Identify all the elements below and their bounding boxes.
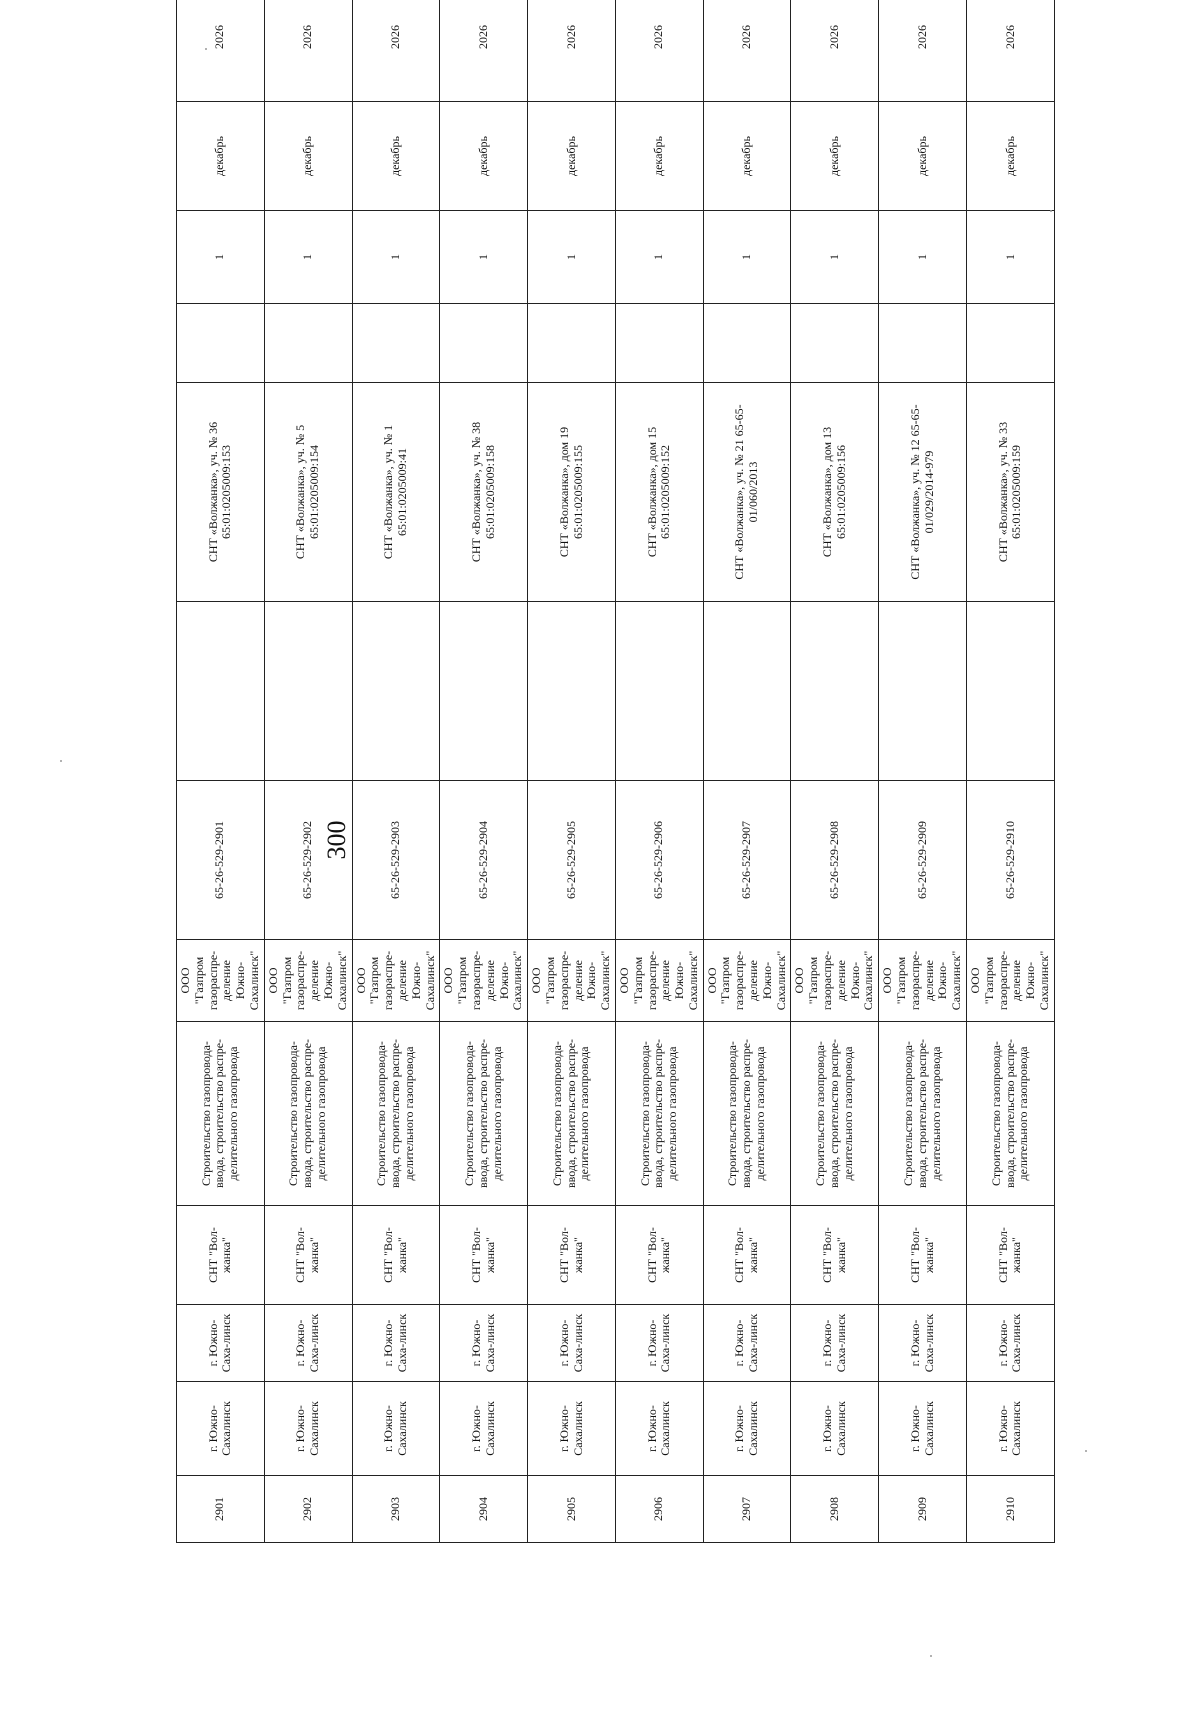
row-number: 2901 <box>177 1476 265 1543</box>
city-cell: г. Южно-Сахалинск <box>703 1382 791 1476</box>
location-cell: г. Южно-Саха-линск <box>528 1305 616 1382</box>
row-number: 2902 <box>264 1476 352 1543</box>
customer-cell: ООО "Газпром газораспре-деление Южно-Сахалинск" <box>967 940 1055 1022</box>
empty-cell <box>615 304 703 383</box>
customer-cell: ООО "Газпром газораспре-деление Южно-Сахалинск" <box>615 940 703 1022</box>
object-code-cell: 65-26-529-2901 <box>177 781 265 940</box>
row-number: 2906 <box>615 1476 703 1543</box>
snt-cell: СНТ "Вол-жанка" <box>879 1206 967 1305</box>
work-description-cell: Строительство газопровода-ввода, строительство распре-делительного газопровода <box>703 1022 791 1206</box>
object-code-cell: 65-26-529-2902 <box>264 781 352 940</box>
address-cell: СНТ «Волжанка», уч. № 1 65:01:0205009:41 <box>352 383 440 602</box>
month-cell: декабрь <box>528 102 616 211</box>
month-cell: декабрь <box>879 102 967 211</box>
year-cell: 2026 <box>528 0 616 102</box>
object-code-cell: 65-26-529-2908 <box>791 781 879 940</box>
customer-cell: ООО "Газпром газораспре-деление Южно-Сахалинск" <box>879 940 967 1022</box>
work-description-cell: Строительство газопровода-ввода, строительство распре-делительного газопровода <box>177 1022 265 1206</box>
object-code-cell: 65-26-529-2905 <box>528 781 616 940</box>
address-cell: СНТ «Волжанка», уч. № 36 65:01:0205009:153 <box>177 383 265 602</box>
city-cell: г. Южно-Сахалинск <box>615 1382 703 1476</box>
empty-cell <box>528 304 616 383</box>
customer-cell: ООО "Газпром газораспре-деление Южно-Сахалинск" <box>528 940 616 1022</box>
month-cell: декабрь <box>440 102 528 211</box>
table-row <box>440 0 528 1543</box>
empty-cell <box>352 304 440 383</box>
empty-cell <box>264 304 352 383</box>
table-row <box>967 0 1055 1543</box>
row-number: 2907 <box>703 1476 791 1543</box>
customer-cell: ООО "Газпром газораспре-деление Южно-Сахалинск" <box>177 940 265 1022</box>
location-cell: г. Южно-Саха-линск <box>352 1305 440 1382</box>
year-cell: 2026 <box>264 0 352 102</box>
month-cell: декабрь <box>791 102 879 211</box>
address-cell: СНТ «Волжанка», уч. № 5 65:01:0205009:154 <box>264 383 352 602</box>
address-cell: СНТ «Волжанка», уч. № 12 65-65-01/029/2014-979 <box>879 383 967 602</box>
city-cell: г. Южно-Сахалинск <box>352 1382 440 1476</box>
register-table <box>176 0 1055 1543</box>
empty-cell <box>791 602 879 781</box>
row-number: 2909 <box>879 1476 967 1543</box>
city-cell: г. Южно-Сахалинск <box>967 1382 1055 1476</box>
work-description-cell: Строительство газопровода-ввода, строительство распре-делительного газопровода <box>879 1022 967 1206</box>
snt-cell: СНТ "Вол-жанка" <box>352 1206 440 1305</box>
empty-cell <box>177 602 265 781</box>
empty-cell <box>440 602 528 781</box>
empty-cell <box>703 304 791 383</box>
snt-cell: СНТ "Вол-жанка" <box>264 1206 352 1305</box>
address-cell: СНТ «Волжанка», дом 13 65:01:0205009:156 <box>791 383 879 602</box>
customer-cell: ООО "Газпром газораспре-деление Южно-Сахалинск" <box>264 940 352 1022</box>
table-row <box>791 0 879 1543</box>
work-description-cell: Строительство газопровода-ввода, строительство распре-делительного газопровода <box>264 1022 352 1206</box>
quantity-cell: 1 <box>967 211 1055 304</box>
year-cell: 2026 <box>615 0 703 102</box>
address-cell: СНТ «Волжанка», дом 19 65:01:0205009:155 <box>528 383 616 602</box>
customer-cell: ООО "Газпром газораспре-деление Южно-Сахалинск" <box>352 940 440 1022</box>
quantity-cell: 1 <box>264 211 352 304</box>
quantity-cell: 1 <box>791 211 879 304</box>
snt-cell: СНТ "Вол-жанка" <box>528 1206 616 1305</box>
address-cell: СНТ «Волжанка», уч. № 38 65:01:0205009:158 <box>440 383 528 602</box>
location-cell: г. Южно-Саха-линск <box>879 1305 967 1382</box>
register-table-body <box>177 0 1055 1543</box>
year-cell: 2026 <box>440 0 528 102</box>
address-cell: СНТ «Волжанка», уч. № 33 65:01:0205009:159 <box>967 383 1055 602</box>
location-cell: г. Южно-Саха-линск <box>791 1305 879 1382</box>
page-number: 300 <box>322 820 351 860</box>
object-code-cell: 65-26-529-2903 <box>352 781 440 940</box>
quantity-cell: 1 <box>177 211 265 304</box>
quantity-cell: 1 <box>440 211 528 304</box>
city-cell: г. Южно-Сахалинск <box>528 1382 616 1476</box>
empty-cell <box>352 602 440 781</box>
address-cell: СНТ «Волжанка», дом 15 65:01:0205009:152 <box>615 383 703 602</box>
location-cell: г. Южно-Саха-линск <box>264 1305 352 1382</box>
object-code-cell: 65-26-529-2909 <box>879 781 967 940</box>
quantity-cell: 1 <box>703 211 791 304</box>
empty-cell <box>967 602 1055 781</box>
year-cell: 2026 <box>352 0 440 102</box>
empty-cell <box>967 304 1055 383</box>
scan-speck <box>1050 210 1052 212</box>
register-table-wrapper <box>176 25 1052 1543</box>
empty-cell <box>879 602 967 781</box>
year-cell: 2026 <box>879 0 967 102</box>
empty-cell <box>879 304 967 383</box>
location-cell: г. Южно-Саха-линск <box>177 1305 265 1382</box>
quantity-cell: 1 <box>615 211 703 304</box>
location-cell: г. Южно-Саха-линск <box>703 1305 791 1382</box>
table-row <box>615 0 703 1543</box>
scan-speck <box>930 1655 932 1657</box>
city-cell: г. Южно-Сахалинск <box>264 1382 352 1476</box>
work-description-cell: Строительство газопровода-ввода, строительство распре-делительного газопровода <box>791 1022 879 1206</box>
empty-cell <box>528 602 616 781</box>
row-number: 2905 <box>528 1476 616 1543</box>
scan-speck <box>205 48 207 50</box>
address-cell: СНТ «Волжанка», уч. № 21 65-65-01/060/2013 <box>703 383 791 602</box>
table-row <box>177 0 265 1543</box>
year-cell: 2026 <box>177 0 265 102</box>
empty-cell <box>440 304 528 383</box>
object-code-cell: 65-26-529-2906 <box>615 781 703 940</box>
empty-cell <box>615 602 703 781</box>
empty-cell <box>703 602 791 781</box>
month-cell: декабрь <box>615 102 703 211</box>
quantity-cell: 1 <box>528 211 616 304</box>
table-row <box>264 0 352 1543</box>
month-cell: декабрь <box>703 102 791 211</box>
city-cell: г. Южно-Сахалинск <box>177 1382 265 1476</box>
work-description-cell: Строительство газопровода-ввода, строительство распре-делительного газопровода <box>615 1022 703 1206</box>
empty-cell <box>264 602 352 781</box>
customer-cell: ООО "Газпром газораспре-деление Южно-Сахалинск" <box>703 940 791 1022</box>
month-cell: декабрь <box>264 102 352 211</box>
object-code-cell: 65-26-529-2904 <box>440 781 528 940</box>
quantity-cell: 1 <box>879 211 967 304</box>
row-number: 2910 <box>967 1476 1055 1543</box>
quantity-cell: 1 <box>352 211 440 304</box>
location-cell: г. Южно-Саха-линск <box>440 1305 528 1382</box>
month-cell: декабрь <box>352 102 440 211</box>
snt-cell: СНТ "Вол-жанка" <box>615 1206 703 1305</box>
city-cell: г. Южно-Сахалинск <box>879 1382 967 1476</box>
year-cell: 2026 <box>703 0 791 102</box>
snt-cell: СНТ "Вол-жанка" <box>703 1206 791 1305</box>
location-cell: г. Южно-Саха-линск <box>615 1305 703 1382</box>
month-cell: декабрь <box>177 102 265 211</box>
row-number: 2904 <box>440 1476 528 1543</box>
row-number: 2903 <box>352 1476 440 1543</box>
work-description-cell: Строительство газопровода-ввода, строительство распре-делительного газопровода <box>967 1022 1055 1206</box>
city-cell: г. Южно-Сахалинск <box>440 1382 528 1476</box>
work-description-cell: Строительство газопровода-ввода, строительство распре-делительного газопровода <box>440 1022 528 1206</box>
table-row <box>528 0 616 1543</box>
customer-cell: ООО "Газпром газораспре-деление Южно-Сахалинск" <box>440 940 528 1022</box>
empty-cell <box>177 304 265 383</box>
scan-speck <box>60 760 62 762</box>
snt-cell: СНТ "Вол-жанка" <box>967 1206 1055 1305</box>
object-code-cell: 65-26-529-2907 <box>703 781 791 940</box>
year-cell: 2026 <box>791 0 879 102</box>
city-cell: г. Южно-Сахалинск <box>791 1382 879 1476</box>
scan-speck <box>1085 1450 1087 1452</box>
table-row <box>352 0 440 1543</box>
row-number: 2908 <box>791 1476 879 1543</box>
object-code-cell: 65-26-529-2910 <box>967 781 1055 940</box>
year-cell: 2026 <box>967 0 1055 102</box>
month-cell: декабрь <box>967 102 1055 211</box>
snt-cell: СНТ "Вол-жанка" <box>177 1206 265 1305</box>
table-row <box>879 0 967 1543</box>
snt-cell: СНТ "Вол-жанка" <box>791 1206 879 1305</box>
location-cell: г. Южно-Саха-линск <box>967 1305 1055 1382</box>
table-row <box>703 0 791 1543</box>
customer-cell: ООО "Газпром газораспре-деление Южно-Сахалинск" <box>791 940 879 1022</box>
snt-cell: СНТ "Вол-жанка" <box>440 1206 528 1305</box>
work-description-cell: Строительство газопровода-ввода, строительство распре-делительного газопровода <box>528 1022 616 1206</box>
work-description-cell: Строительство газопровода-ввода, строительство распре-делительного газопровода <box>352 1022 440 1206</box>
empty-cell <box>791 304 879 383</box>
